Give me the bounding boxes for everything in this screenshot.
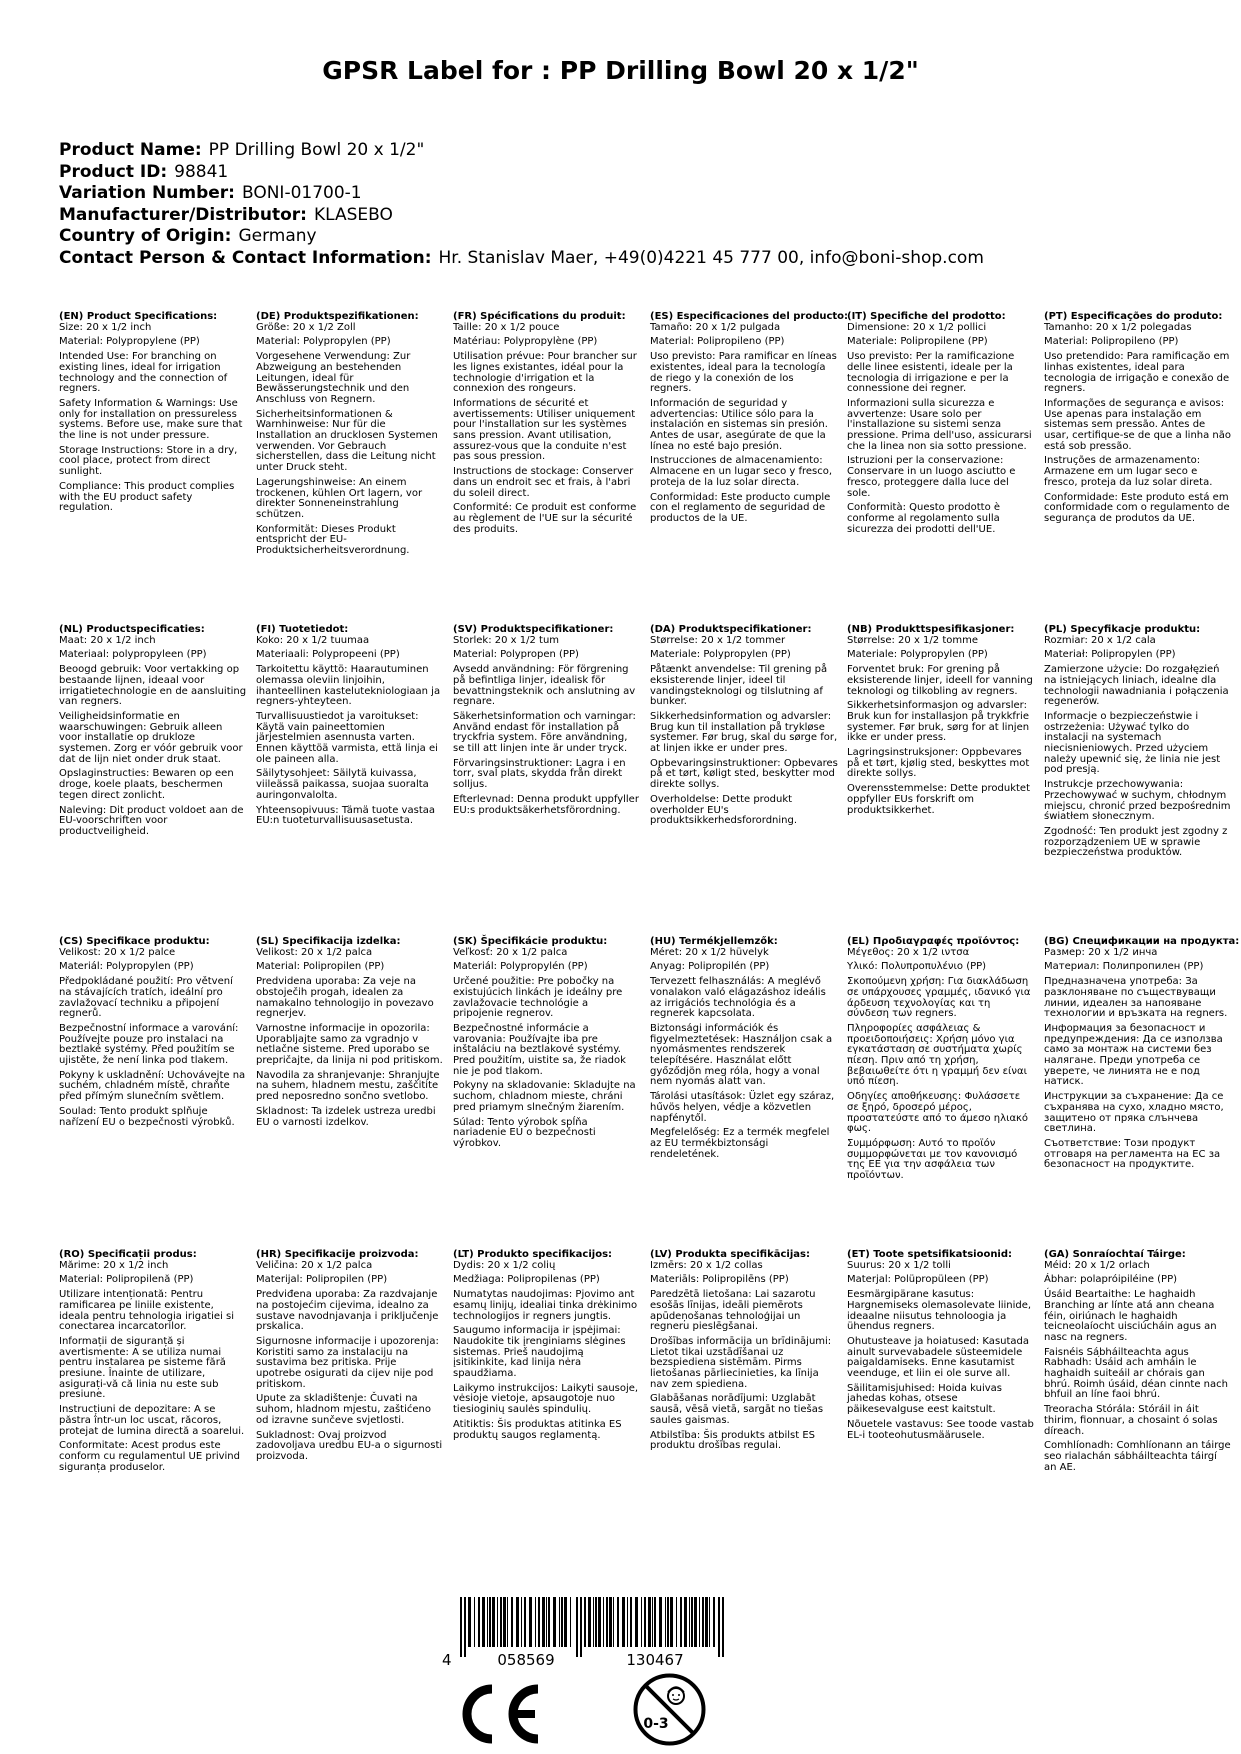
language-heading: (RO) Specificații produs:: [59, 1249, 197, 1260]
spec-line: Navodila za shranjevanje: Shranjujte na suhem, hladnem mestu, zaščitite pred neposredno sončno svetlobo.: [256, 1069, 440, 1103]
spec-line: Beoogd gebruik: Voor vertakking op bestaande lijnen, ideaal voor irrigatietechnologie en de aansluiting van regners.: [59, 664, 247, 708]
spec-line: Comhlíonadh: Comhlíonann an táirge seo rialachán sábháilteachta táirgí an AE.: [1044, 1440, 1231, 1473]
spec-line: Izmērs: 20 x 1/2 collas: [650, 1259, 763, 1271]
language-heading: (NL) Productspecificaties:: [59, 624, 205, 635]
spec-line: Atitiktis: Šis produktas atitinka ES produktų saugos reglamentą.: [453, 1418, 622, 1441]
language-block: [453, 1250, 641, 1445]
spec-line: Größe: 20 x 1/2 Zoll: [256, 321, 356, 333]
barcode-bar: [503, 1597, 506, 1647]
barcode-bar: [670, 1597, 673, 1647]
spec-line: Ohutusteave ja hoiatused: Kasutada ainult survevabadele süsteemidele paigaldamiseks. Enne kasutamist veenduge, et liin ei ole surve all.: [847, 1335, 1030, 1380]
language-block: [256, 1250, 444, 1467]
spec-line: Veličina: 20 x 1/2 palca: [256, 1259, 373, 1271]
info-label: Country of Origin:: [59, 226, 232, 247]
barcode-bar: [684, 1597, 687, 1647]
info-label: Manufacturer/Distributor:: [59, 204, 307, 225]
language-block: [847, 625, 1035, 820]
barcode-digits-right: 130467: [626, 1651, 684, 1667]
product-info: [59, 140, 984, 270]
spec-line: Инструкции за съхранение: Да се съхранява на сухо, хладно място, защитено от пряка слънчева светлина.: [1044, 1091, 1224, 1135]
language-heading: (IT) Specifiche del prodotto:: [847, 311, 1006, 322]
product-name-row: [59, 140, 984, 162]
barcode: [436, 1597, 748, 1667]
barcode-digit-prefix: 4: [442, 1651, 452, 1667]
language-block: [256, 937, 444, 1132]
barcode-bar: [654, 1597, 656, 1647]
spec-line: Eesmärgipärane kasutus: Hargnemiseks olemasolevate liinide, ideaalne niisutus tehnoloogia ja ühendus regners.: [847, 1289, 1032, 1333]
spec-line: Suurus: 20 x 1/2 tolli: [847, 1259, 951, 1271]
barcode-bar: [538, 1597, 540, 1647]
spec-line: Instrucciones de almacenamiento: Almacene en un lugar seco y fresco, proteja de la luz solar directa.: [650, 455, 833, 488]
spec-line: Vorgesehene Verwendung: Zur Abzweigung an bestehenden Leitungen, ideal für Bewässerungstechnik und den Anschluss von Regnern.: [256, 351, 411, 405]
spec-line: Sicherheitsinformationen & Warnhinweise: Nur für die Installation an drucklosen Systemen verwenden. Vor Gebrauch sicherstellen, dass die Leitung nicht unter Druck steht.: [256, 408, 438, 474]
spec-line: Compliance: This product complies with the EU product safety regulation.: [59, 480, 235, 514]
language-heading: (HU) Termékjellemzők:: [650, 936, 778, 947]
spec-line: Méret: 20 x 1/2 hüvelyk: [650, 946, 769, 958]
spec-line: Velikost: 20 x 1/2 palca: [256, 946, 373, 958]
spec-line: Utilisation prévue: Pour brancher sur les lignes existantes, idéal pour la technologie d'irrigation et la connexion des rongeurs.: [453, 351, 637, 395]
barcode-bar: [576, 1597, 578, 1657]
barcode-bar: [709, 1597, 710, 1647]
language-block: [453, 625, 641, 820]
spec-line: Материал: Полипропилен (PP): [1044, 961, 1204, 973]
spec-line: Faisnéis Sábháilteachta agus Rabhadh: Úsáid ach amháin le haghaidh suiteáil ar chórais gan bhrú. Roimh úsáid, déan cinnte nach bhfuil an líne faoi bhrú.: [1044, 1346, 1228, 1401]
spec-line: Materiaal: polypropyleen (PP): [59, 649, 207, 661]
spec-line: Glabāšanas norādījumi: Uzglabāt sausā, vēsā vietā, sargāt no tiešas saules gaismas.: [650, 1393, 824, 1426]
spec-line: Paredzētā lietošana: Lai sazarotu esošās līnijas, ideāli piemērots apūdeņošanas tehnoloģijai un regneru pieslēgšanai.: [650, 1289, 816, 1333]
barcode-bar: [521, 1597, 522, 1647]
spec-line: Material: Polipropileno (PP): [1044, 336, 1179, 348]
spec-line: Размер: 20 x 1/2 инча: [1044, 946, 1158, 958]
language-heading: (SK) Špecifikácie produktu:: [453, 936, 608, 947]
language-heading: (PL) Specyfikacje produktu:: [1044, 624, 1201, 635]
spec-line: Μέγεθος: 20 x 1/2 ιντσα: [847, 946, 970, 958]
language-block: [453, 937, 641, 1154]
spec-line: Zamierzone użycie: Do rozgałęzień na istniejących liniach, idealne dla technologii nawadniania i połączenia regenerów.: [1044, 664, 1229, 708]
info-value: BONI-01700-1: [241, 183, 362, 204]
spec-line: Laikymo instrukcijos: Laikyti sausoje, vėsioje vietoje, apsaugotoje nuo tiesioginių saulės spindulių.: [453, 1382, 639, 1416]
barcode-bar: [478, 1597, 480, 1647]
spec-line: Informacje o bezpieczeństwie i ostrzeżenia: Używać tylko do instalacji na systemach niecisnieniowych. Przed użyciem należy upewnić się, że linia nie jest pod presją.: [1044, 710, 1221, 776]
barcode-bar: [627, 1597, 628, 1647]
language-block: [256, 625, 444, 831]
spec-line: Zgodność: Ten produkt jest zgodny z rozporządzeniem UE w sprawie bezpieczeństwa produktów.: [1044, 825, 1228, 859]
barcode-bar: [648, 1597, 651, 1647]
spec-line: Πληροφορίες ασφάλειας & προειδοποιήσεις: Χρήση μόνο για εγκατάσταση σε συστήματα χωρίς πίεση. Πριν από τη χρήση, βεβαιωθείτε ότι η γραμμή δεν είναι υπό πίεση.: [847, 1022, 1027, 1088]
spec-line: Opbevaringsinstruktioner: Opbevares på et tørt, køligt sted, beskytter mod direkte sollys.: [650, 757, 838, 791]
language-block: [650, 311, 849, 529]
language-heading: (ES) Especificaciones del producto:: [650, 311, 849, 322]
barcode-bar: [622, 1597, 625, 1647]
barcode-bar: [676, 1597, 677, 1647]
spec-line: Предназначена употреба: За разклоняване по съществуващи линии, идеален за напояване технологии и връзката на regners.: [1044, 976, 1228, 1020]
language-heading: (PT) Especificações do produto:: [1044, 311, 1223, 322]
spec-line: Opslaginstructies: Bewaren op een droge, koele plaats, beschermen tegen direct zonlicht.: [59, 768, 234, 801]
spec-line: Overensstemmelse: Dette produktet oppfyller EUs forskrift om produktsikkerhet.: [847, 783, 1030, 816]
spec-line: Safety Information & Warnings: Use only for installation on pressureless systems. Before use, make sure that the line is not under pressure.: [59, 397, 243, 442]
spec-line: Material: Polypropen (PP): [453, 649, 579, 661]
spec-line: Storlek: 20 x 1/2 tum: [453, 634, 560, 646]
spec-line: Tamanho: 20 x 1/2 polegadas: [1044, 321, 1192, 333]
barcode-bar: [588, 1597, 591, 1647]
spec-line: Pokyny na skladovanie: Skladujte na suchom, chladnom mieste, chráni pred priamym slnečným žiarením.: [453, 1080, 636, 1113]
info-value: Hr. Stanislav Maer, +49(0)4221 45 777 00, info@boni-shop.com: [438, 247, 984, 268]
language-block: [1044, 1250, 1232, 1477]
spec-line: Størrelse: 20 x 1/2 tomme: [847, 634, 979, 646]
barcode-bar: [474, 1597, 475, 1647]
spec-line: Materiale: Polipropilene (PP): [847, 336, 988, 348]
barcode-bar: [606, 1597, 608, 1647]
language-heading: (BG) Спецификации на продукта:: [1044, 936, 1240, 947]
barcode-bar: [603, 1597, 604, 1647]
spec-line: Sigurnosne informacije i upozorenja: Koristiti samo za instalaciju na sustavima bez pritiska. Prije upotrebe osigurati da cijev nije pod pritiskom.: [256, 1335, 439, 1390]
barcode-bar: [598, 1597, 601, 1647]
spec-line: Förvaringsinstruktioner: Lagra i en torr, sval plats, skydda från direkt solljus.: [453, 757, 626, 791]
barcode-bar: [489, 1597, 491, 1647]
spec-line: Sikkerhetsinformasjon og advarsler: Bruk kun for installasjon på trykkfrie systemer. Før bruk, sørg for at linjen ikke er under press.: [847, 700, 1030, 744]
spec-line: Υλικό: Πολυπροπυλένιο (PP): [847, 961, 987, 973]
barcode-bar: [487, 1597, 488, 1647]
language-heading: (EN) Product Specifications:: [59, 311, 218, 322]
spec-line: Material: Polipropilen (PP): [256, 961, 385, 973]
spec-line: Mărime: 20 x 1/2 inch: [59, 1259, 169, 1271]
spec-line: Avsedd användning: För förgrening på befintliga linjer, idealisk för bevattningsteknik och anslutning av regnare.: [453, 664, 636, 708]
spec-line: Saugumo informacija ir įspėjimai: Naudokite tik įrenginiams slėgines sistemas. Prieš naudojimą įsitikinkite, kad linija nėra spaudžiama.: [453, 1325, 626, 1380]
spec-line: Medžiaga: Polipropilenas (PP): [453, 1274, 600, 1286]
spec-line: Materiał: Polipropylen (PP): [1044, 649, 1176, 661]
barcode-bar: [542, 1597, 545, 1647]
spec-line: Uso previsto: Per la ramificazione delle linee esistenti, ideale per la tecnologia di irrigazione e per la connessione dei regner.: [847, 351, 1015, 395]
info-value: Germany: [238, 226, 317, 247]
barcode-bar: [482, 1597, 485, 1647]
barcode-bar: [511, 1597, 513, 1647]
spec-line: Información de seguridad y advertencias: Utilice sólo para la instalación en sistemas sin presión. Antes de usar, asegúrate de que la línea no esté bajo presión.: [650, 397, 828, 452]
barcode-bar: [468, 1597, 471, 1647]
spec-line: Velikost: 20 x 1/2 palce: [59, 946, 176, 958]
spec-line: Tamaño: 20 x 1/2 pulgada: [650, 321, 781, 333]
spec-line: Skladnost: Ta izdelek ustreza uredbi EU o varnosti izdelkov.: [256, 1105, 436, 1128]
product-id-row: [59, 162, 984, 184]
spec-line: Materjal: Polüpropüleen (PP): [847, 1274, 989, 1286]
spec-line: Conformidad: Este producto cumple con el reglamento de seguridad de productos de la UE.: [650, 491, 831, 524]
barcode-bar: [546, 1597, 547, 1647]
info-label: Product Name:: [59, 140, 202, 160]
spec-line: Nõuetele vastavus: See toode vastab EL-i tooteohutusmäärusele.: [847, 1418, 1034, 1441]
spec-line: Veiligheidsinformatie en waarschuwingen: Gebruik alleen voor installatie op drukloze systemen. Zorg er vóór gebruik voor dat de lijn niet onder druk staat.: [59, 710, 243, 765]
barcode-bar: [500, 1597, 502, 1647]
barcode-bar: [705, 1597, 708, 1647]
spec-line: Pokyny k uskladnění: Uchovávejte na suchém, chladném místě, chraňte před přímým slunečním světlem.: [59, 1069, 246, 1103]
spec-line: Material: Polipropileno (PP): [650, 336, 785, 348]
language-block: [453, 312, 641, 539]
language-heading: (SV) Produktspecifikationer:: [453, 624, 614, 635]
spec-line: Uso previsto: Para ramificar en líneas existentes, ideal para la tecnología de riego y la conexión de los regners.: [650, 351, 837, 395]
age-warning-icon: [632, 1672, 707, 1747]
spec-line: Uso pretendido: Para ramificação em linhas existentes, ideal para tecnologia de irrigação e conexão de regners.: [1044, 351, 1230, 395]
spec-line: Utilizare intenționată: Pentru ramificarea pe liniile existente, ideala pentru tehnologia irigatiei si conectarea incarcatorilor.: [59, 1289, 235, 1333]
spec-line: Naleving: Dit product voldoet aan de EU-voorschriften voor productveiligheid.: [59, 804, 244, 837]
barcode-bar: [593, 1597, 594, 1647]
spec-line: Dimensione: 20 x 1/2 pollici: [847, 321, 987, 333]
spec-line: Dydis: 20 x 1/2 colių: [453, 1259, 556, 1271]
page-title: GPSR Label for : PP Drilling Bowl 20 x 1/2": [322, 56, 919, 85]
barcode-bar: [561, 1597, 563, 1647]
barcode-bar: [613, 1597, 614, 1647]
spec-line: Veľkosť: 20 x 1/2 palca: [453, 946, 568, 958]
spec-line: Drošības informācija un brīdinājumi: Lietot tikai uzstādīšanai uz bezspiediena sistēmām. Pirms lietošanas pārliecinieties, ka līnija nav zem spiediena.: [650, 1335, 832, 1390]
language-heading: (LT) Produkto specifikacijos:: [453, 1249, 613, 1260]
language-block: [256, 312, 444, 561]
barcode-bar: [497, 1597, 498, 1647]
spec-line: Materiál: Polypropylén (PP): [453, 961, 588, 973]
barcode-bar: [580, 1597, 582, 1657]
language-block: [1044, 625, 1232, 863]
barcode-bar: [694, 1597, 697, 1647]
spec-line: Overholdelse: Dette produkt overholder EU's produktsikkerhedsforordning.: [650, 793, 798, 827]
language-block: [59, 937, 247, 1132]
barcode-bar: [718, 1597, 720, 1657]
barcode-bar: [464, 1597, 466, 1657]
spec-line: Säilitamisjuhised: Hoida kuivas jahedas kohas, otsese päikesevalguse eest kaitstult.: [847, 1382, 1003, 1416]
language-heading: (LV) Produkta specifikācijas:: [650, 1249, 810, 1260]
spec-line: Instructions de stockage: Conserver dans un endroit sec et frais, à l'abri du soleil direct.: [453, 466, 634, 499]
spec-line: Bezpečnostné informácie a varovania: Používajte iba pre inštaláciu na beztlakové systémy. Pred použitím, uistite sa, že riadok nie je pod tlakom.: [453, 1022, 626, 1077]
spec-line: Material: Polypropylen (PP): [256, 336, 391, 348]
language-heading: (FR) Spécifications du produit:: [453, 311, 626, 322]
language-block: [59, 625, 247, 842]
spec-line: Съответствие: Този продукт отговаря на регламента на ЕС за безопасност на продуктите.: [1044, 1137, 1221, 1171]
barcode-bar: [630, 1597, 632, 1647]
spec-line: Istruzioni per la conservazione: Conservare in un luogo asciutto e fresco, proteggere dalla luce del sole.: [847, 455, 1016, 499]
spec-line: Instruções de armazenamento: Armazene em um lugar seco e fresco, proteja da luz solar direta.: [1044, 455, 1213, 488]
spec-line: Méid: 20 x 1/2 orlach: [1044, 1259, 1150, 1271]
language-block: [847, 937, 1035, 1186]
spec-line: Konformität: Dieses Produkt entspricht der EU-Produktsicherheitsverordnung.: [256, 523, 410, 557]
language-block: [650, 1250, 838, 1456]
spec-line: Varnostne informacije in opozorila: Uporabljajte samo za vgradnjo v netlačne sisteme. Pred uporabo se prepričajte, da linija ni pod pritiskom.: [256, 1022, 443, 1067]
barcode-bar: [702, 1597, 704, 1647]
spec-line: Materiale: Polypropylen (PP): [650, 649, 791, 661]
spec-line: Størrelse: 20 x 1/2 tommer: [650, 634, 786, 646]
spec-line: Informações de segurança e avisos: Use apenas para instalação em sistemas sem pressão. Antes de usar, certifique-se de que a linha não está sob pressão.: [1044, 397, 1232, 452]
spec-line: Informations de sécurité et avertissements: Utiliser uniquement pour l'installation sur les systèmes sans pression. Avant utilisation, assurez-vous que la conduite n'est pas sous pression.: [453, 397, 636, 463]
language-block: [1044, 936, 1240, 1175]
spec-line: Koko: 20 x 1/2 tuumaa: [256, 634, 370, 646]
spec-line: Συμμόρφωση: Αυτό το προϊόν συμμορφώνεται με τον κανονισμό της ΕΕ για την ασφάλεια των προϊόντων.: [847, 1137, 1018, 1182]
spec-line: Predvidena uporaba: Za veje na obstoječih progah, idealen za namakalno tehnologijo in povezavo regnerjev.: [256, 976, 434, 1020]
spec-line: Tárolási utasítások: Üzlet egy száraz, hűvös helyen, védje a közvetlen napfénytől.: [650, 1091, 835, 1124]
spec-line: Předpokládané použití: Pro větvení na stávajících tratích, ideální pro zavlažovací techniku a připojení regnerů.: [59, 976, 233, 1020]
barcode-bar: [492, 1597, 495, 1647]
spec-line: Instrucțiuni de depozitare: A se păstra într-un loc uscat, răcoros, protejat de lumina directă a soarelui.: [59, 1404, 245, 1437]
spec-line: Lagerungshinweise: An einem trockenen, kühlen Ort lagern, vor direkter Sonneneinstrahlung schützen.: [256, 476, 423, 520]
language-block: [59, 1250, 247, 1477]
spec-line: Materiaali: Polypropeeni (PP): [256, 649, 400, 661]
language-block: [59, 312, 247, 518]
language-block: [650, 625, 838, 831]
spec-line: Påtænkt anvendelse: Til grening på eksisterende linjer, ideel til vandingsteknologi og tilslutning af bunker.: [650, 664, 828, 708]
contact-row: [59, 248, 984, 270]
info-value: PP Drilling Bowl 20 x 1/2": [208, 140, 425, 160]
info-value: KLASEBO: [313, 204, 393, 225]
barcode-bar: [680, 1597, 682, 1647]
barcode-bar: [659, 1597, 662, 1647]
spec-line: Size: 20 x 1/2 inch: [59, 321, 152, 333]
barcode-bar: [617, 1597, 619, 1647]
language-heading: (EL) Προδιαγραφές προϊόντος:: [847, 936, 1020, 947]
barcode-digits-left: 058569: [497, 1651, 555, 1667]
info-value: 98841: [174, 161, 229, 182]
spec-line: Säilytysohjeet: Säilytä kuivassa, viileässä paikassa, suojaa suoralta auringonvalolta.: [256, 768, 429, 801]
barcode-bar: [689, 1597, 690, 1647]
country-of-origin-row: [59, 226, 984, 248]
spec-line: Storage Instructions: Store in a dry, cool place, protect from direct sunlight.: [59, 444, 238, 478]
spec-line: Upute za skladištenje: Čuvati na suhom, hladnom mjestu, zaštićeno od izravne sunčeve svjetlosti.: [256, 1393, 431, 1426]
language-heading: (DA) Produktspecifikationer:: [650, 624, 812, 635]
barcode-bar: [516, 1597, 519, 1647]
barcode-bar: [641, 1597, 642, 1647]
language-heading: (SL) Specifikacija izdelka:: [256, 936, 401, 947]
age-label: 0-3: [643, 1716, 669, 1732]
ce-mark-icon: [458, 1683, 542, 1745]
language-heading: (NB) Produkttspesifikasjoner:: [847, 624, 1015, 635]
spec-line: Materiale: Polypropylen (PP): [847, 649, 988, 661]
spec-line: Rozmiar: 20 x 1/2 cala: [1044, 634, 1156, 646]
barcode-bar: [713, 1597, 715, 1647]
spec-line: Úsáid Beartaithe: Le haghaidh Branching ar línte atá ann cheana féin, oiriúnach le haghaidh teicneolaíocht uisciúcháin agus an nasc na regners.: [1044, 1289, 1217, 1343]
language-heading: (ET) Toote spetsifikatsioonid:: [847, 1249, 1013, 1260]
manufacturer-row: [59, 205, 984, 227]
info-label: Contact Person & Contact Information:: [59, 247, 432, 268]
barcode-bar: [535, 1597, 536, 1647]
spec-line: Taille: 20 x 1/2 pouce: [453, 321, 560, 333]
barcode-bar: [584, 1597, 586, 1647]
spec-line: Materiál: Polypropylen (PP): [59, 961, 194, 973]
language-heading: (DE) Produktspezifikationen:: [256, 311, 419, 322]
spec-line: Sukladnost: Ovaj proizvod zadovoljava uredbu EU-a o sigurnosti proizvoda.: [256, 1429, 443, 1462]
spec-line: Informații de siguranță și avertismente: A se utiliza numai pentru instalarea pe sisteme fără presiune. Înainte de utilizare, asigurați-vă că linia nu este sub presiune.: [59, 1335, 226, 1401]
spec-line: Σκοπούμενη χρήση: Για διακλάδωση σε υπάρχουσες γραμμές, ιδανικό για άρδευση τεχνολογίας και τη σύνδεση των regners.: [847, 976, 1031, 1020]
info-label: Variation Number:: [59, 183, 235, 204]
spec-line: Conformité: Ce produit est conforme au règlement de l'UE sur la sécurité des produits.: [453, 502, 637, 535]
spec-line: Megfelelőség: Ez a termék megfelel az EU termékbiztonsági rendeletének.: [650, 1127, 830, 1160]
barcode-bar: [570, 1597, 571, 1647]
spec-line: Atbilstība: Šis produkts atbilst ES produktu drošības regulai.: [650, 1429, 816, 1452]
language-block: [847, 312, 1035, 539]
spec-line: Treoracha Stórála: Stóráil in áit thirim, fionnuar, a chosaint ó solas díreach.: [1044, 1404, 1218, 1437]
barcode-bar: [722, 1597, 724, 1657]
language-block: [650, 937, 838, 1164]
language-heading: (CS) Specifikace produktu:: [59, 936, 210, 947]
language-heading: (HR) Specifikacije proizvoda:: [256, 1249, 419, 1260]
barcode-bar: [652, 1597, 653, 1647]
spec-line: Turvallisuustiedot ja varoitukset: Käytä vain paineettomien järjestelmien asennusta varten. Ennen käyttöä varmista, että linja ei ole paineen alla.: [256, 710, 438, 765]
spec-line: Materijal: Polipropilen (PP): [256, 1274, 388, 1286]
spec-line: Numatytas naudojimas: Pjovimo ant esamų linijų, idealiai tinka drėkinimo technologijos ir regners jungtis.: [453, 1289, 638, 1322]
spec-line: Информация за безопасност и предупреждения: Да се използва само за монтаж на системи без налягане. Преди употреба се уверете, че линията не е под натиск.: [1044, 1022, 1223, 1088]
spec-line: Anyag: Polipropilén (PP): [650, 961, 770, 973]
info-label: Product ID:: [59, 161, 168, 182]
spec-line: Matériau: Polypropylène (PP): [453, 336, 598, 348]
barcode-bar: [595, 1597, 597, 1647]
barcode-bar: [553, 1597, 556, 1647]
spec-line: Predviđena uporaba: Za razdvajanje na postojećim cijevima, idealno za sustave navodnjavanja i priključenje prskalica.: [256, 1289, 439, 1333]
spec-line: Conformitate: Acest produs este conform cu regulamentul UE privind siguranța produselor.: [59, 1440, 240, 1473]
spec-line: Conformità: Questo prodotto è conforme al regolamento sulla sicurezza dei prodotti dell'UE.: [847, 502, 1001, 535]
spec-line: Material: Polypropylene (PP): [59, 336, 200, 348]
variation-number-row: [59, 183, 984, 205]
spec-line: Yhteensopivuus: Tämä tuote vastaa EU:n tuoteturvallisuusasetusta.: [256, 804, 435, 827]
barcode-bar: [635, 1597, 638, 1647]
barcode-bar: [507, 1597, 508, 1647]
spec-line: Tervezett felhasználás: A meglévő vonalakon való elágazáshoz ideális az irrigációs technológia és a regnerek kapcsolata.: [650, 976, 826, 1020]
barcode-bar: [564, 1597, 567, 1647]
spec-line: Biztonsági információk és figyelmeztetések: Használjon csak a nyomásmentes rendszerek telepítésére. Használat előtt győződjön meg róla, hogy a vonal nem nyomás alatt van.: [650, 1022, 833, 1088]
spec-line: Material: Polipropilenă (PP): [59, 1274, 194, 1286]
barcode-bar: [644, 1597, 646, 1647]
language-heading: (GA) Sonraíochtaí Táirge:: [1044, 1249, 1186, 1260]
spec-line: Informazioni sulla sicurezza e avvertenze: Usare solo per l'installazione su sistemi senza pressione. Prima dell'uso, assicurarsi che la linea non sia sotto pressione.: [847, 397, 1032, 452]
language-heading: (FI) Tuotetiedot:: [256, 624, 349, 635]
barcode-bar: [559, 1597, 560, 1647]
spec-line: Materiāls: Polipropilēns (PP): [650, 1274, 789, 1286]
barcode-bars: [460, 1597, 724, 1657]
spec-line: Säkerhetsinformation och varningar: Använd endast för installation på tryckfria system. Före användning, se till att linjen inte är under tryck.: [453, 710, 636, 755]
barcode-bar: [529, 1597, 532, 1647]
language-block: [847, 1250, 1035, 1445]
spec-line: Conformidade: Este produto está em conformidade com o regulamento de segurança de produtos da UE.: [1044, 491, 1230, 524]
barcode-bar: [691, 1597, 693, 1647]
barcode-bar: [609, 1597, 612, 1647]
spec-line: Sikkerhedsinformation og advarsler: Brug kun til installation på trykløse systemer. Før brug, skal du sørge for, at linjen ikke er under pres.: [650, 710, 838, 755]
barcode-bar: [548, 1597, 550, 1647]
spec-line: Forventet bruk: For grening på eksisterende linjer, ideell for vanning teknologi og tilkobling av regners.: [847, 664, 1033, 697]
barcode-bar: [665, 1597, 666, 1647]
spec-line: Maat: 20 x 1/2 inch: [59, 634, 156, 646]
spec-line: Efterlevnad: Denna produkt uppfyller EU:s produktsäkerhetsförordning.: [453, 793, 639, 816]
spec-line: Soulad: Tento produkt splňuje nařízení EU o bezpečnosti výrobků.: [59, 1105, 235, 1128]
spec-line: Tarkoitettu käyttö: Haarautuminen olemassa oleviin linjoihin, ihanteellinen kastelutekniologiaan ja regners-yhteyteen.: [256, 664, 441, 708]
spec-line: Lagringsinstruksjoner: Oppbevares på et tørt, kjølig sted, beskyttes mot direkte sollys.: [847, 747, 1030, 780]
spec-line: Bezpečnostní informace a varování: Používejte pouze pro instalaci na beztlaké systémy. Před použitím se ujistěte, že není linka pod tlakem.: [59, 1022, 239, 1067]
barcode-bar: [524, 1597, 526, 1647]
spec-line: Určené použitie: Pre pobočky na existujúcich linkách je ideálny pre zavlažovacie technológie a pripojenie regnerov.: [453, 976, 623, 1020]
spec-line: Súlad: Tento výrobok spĺňa nariadenie EÚ o bezpečnosti výrobkov.: [453, 1116, 596, 1149]
spec-line: Intended Use: For branching on existing lines, ideal for irrigation technology and the connection of regners.: [59, 351, 228, 395]
barcode-bar: [460, 1597, 462, 1657]
barcode-bar: [699, 1597, 700, 1647]
spec-line: Οδηγίες αποθήκευσης: Φυλάσσετε σε ξηρό, δροσερό μέρος, προστατεύστε από το άμεσο ηλιακό φως.: [847, 1091, 1029, 1135]
spec-line: Instrukcje przechowywania: Przechowywać w suchym, chłodnym miejscu, chronić przed bezpośrednim światłem słonecznym.: [1044, 779, 1231, 823]
language-block: [1044, 312, 1232, 529]
barcode-bar: [667, 1597, 669, 1647]
spec-line: Ábhar: polapróipiléine (PP): [1044, 1274, 1178, 1286]
